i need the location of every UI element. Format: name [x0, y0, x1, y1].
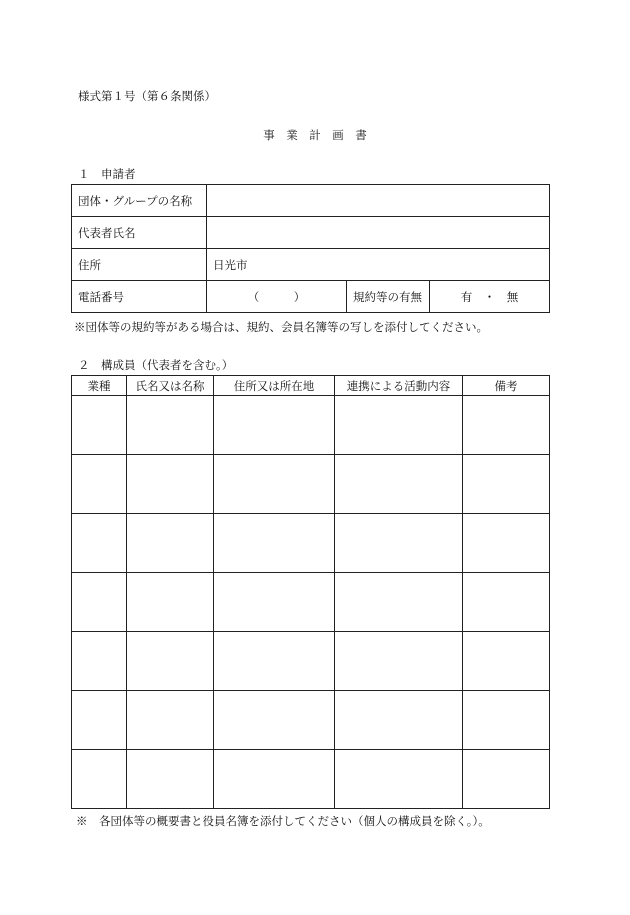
cell-industry[interactable] — [72, 632, 127, 691]
cell-activity[interactable] — [335, 455, 463, 514]
cell-industry[interactable] — [72, 396, 127, 455]
cell-remarks[interactable] — [463, 573, 550, 632]
table-row — [72, 573, 550, 632]
cell-activity[interactable] — [335, 396, 463, 455]
section2-note: ※ 各団体等の概要書と役員名簿を添付してください（個人の構成員を除く。）。 — [76, 814, 490, 828]
col-header-remarks: 備考 — [463, 376, 550, 396]
group-name-value[interactable] — [207, 185, 550, 217]
section1-heading: １ 申請者 — [78, 167, 136, 181]
cell-activity[interactable] — [335, 750, 463, 809]
cell-activity[interactable] — [335, 691, 463, 750]
table-row — [72, 514, 550, 573]
cell-industry[interactable] — [72, 514, 127, 573]
cell-remarks[interactable] — [463, 632, 550, 691]
rules-value[interactable]: 有 ・ 無 — [430, 281, 550, 313]
cell-remarks[interactable] — [463, 514, 550, 573]
cell-industry[interactable] — [72, 691, 127, 750]
cell-address[interactable] — [214, 514, 335, 573]
address-label: 住所 — [72, 249, 207, 281]
row-address — [72, 249, 550, 281]
cell-address[interactable] — [214, 396, 335, 455]
table-row — [72, 691, 550, 750]
address-value[interactable]: 日光市 — [207, 249, 550, 281]
cell-industry[interactable] — [72, 455, 127, 514]
cell-name[interactable] — [127, 750, 214, 809]
col-header-name: 氏名又は名称 — [127, 376, 214, 396]
rep-name-label: 代表者氏名 — [72, 217, 207, 249]
col-header-activity: 連携による活動内容 — [335, 376, 463, 396]
cell-remarks[interactable] — [463, 750, 550, 809]
row-group-name — [72, 185, 550, 217]
cell-address[interactable] — [214, 632, 335, 691]
members-header-row — [72, 376, 550, 396]
phone-label: 電話番号 — [72, 281, 207, 313]
col-header-industry: 業種 — [72, 376, 127, 396]
section1-note: ※団体等の規約等がある場合は、規約、会員名簿等の写しを添付してください。 — [74, 320, 488, 334]
cell-name[interactable] — [127, 573, 214, 632]
cell-name[interactable] — [127, 455, 214, 514]
row-phone — [72, 281, 550, 313]
cell-industry[interactable] — [72, 750, 127, 809]
cell-remarks[interactable] — [463, 455, 550, 514]
col-header-address: 住所又は所在地 — [214, 376, 335, 396]
cell-address[interactable] — [214, 691, 335, 750]
cell-address[interactable] — [214, 573, 335, 632]
cell-name[interactable] — [127, 396, 214, 455]
cell-address[interactable] — [214, 455, 335, 514]
cell-remarks[interactable] — [463, 691, 550, 750]
cell-activity[interactable] — [335, 573, 463, 632]
table-row — [72, 632, 550, 691]
section2-heading: ２ 構成員（代表者を含む。） — [78, 358, 234, 372]
form-number: 様式第１号（第６条関係） — [78, 89, 216, 103]
cell-address[interactable] — [214, 750, 335, 809]
rep-name-value[interactable] — [207, 217, 550, 249]
table-row — [72, 750, 550, 809]
cell-remarks[interactable] — [463, 396, 550, 455]
applicant-table — [71, 184, 550, 313]
row-rep-name — [72, 217, 550, 249]
cell-industry[interactable] — [72, 573, 127, 632]
cell-name[interactable] — [127, 691, 214, 750]
table-row — [72, 396, 550, 455]
cell-activity[interactable] — [335, 632, 463, 691]
phone-value[interactable]: （ ） — [207, 281, 347, 313]
rules-label: 規約等の有無 — [347, 281, 430, 313]
cell-name[interactable] — [127, 514, 214, 573]
cell-name[interactable] — [127, 632, 214, 691]
cell-activity[interactable] — [335, 514, 463, 573]
table-row — [72, 455, 550, 514]
members-table — [71, 375, 550, 809]
group-name-label: 団体・グループの名称 — [72, 185, 207, 217]
document-title: 事 業 計 画 書 — [263, 128, 367, 142]
